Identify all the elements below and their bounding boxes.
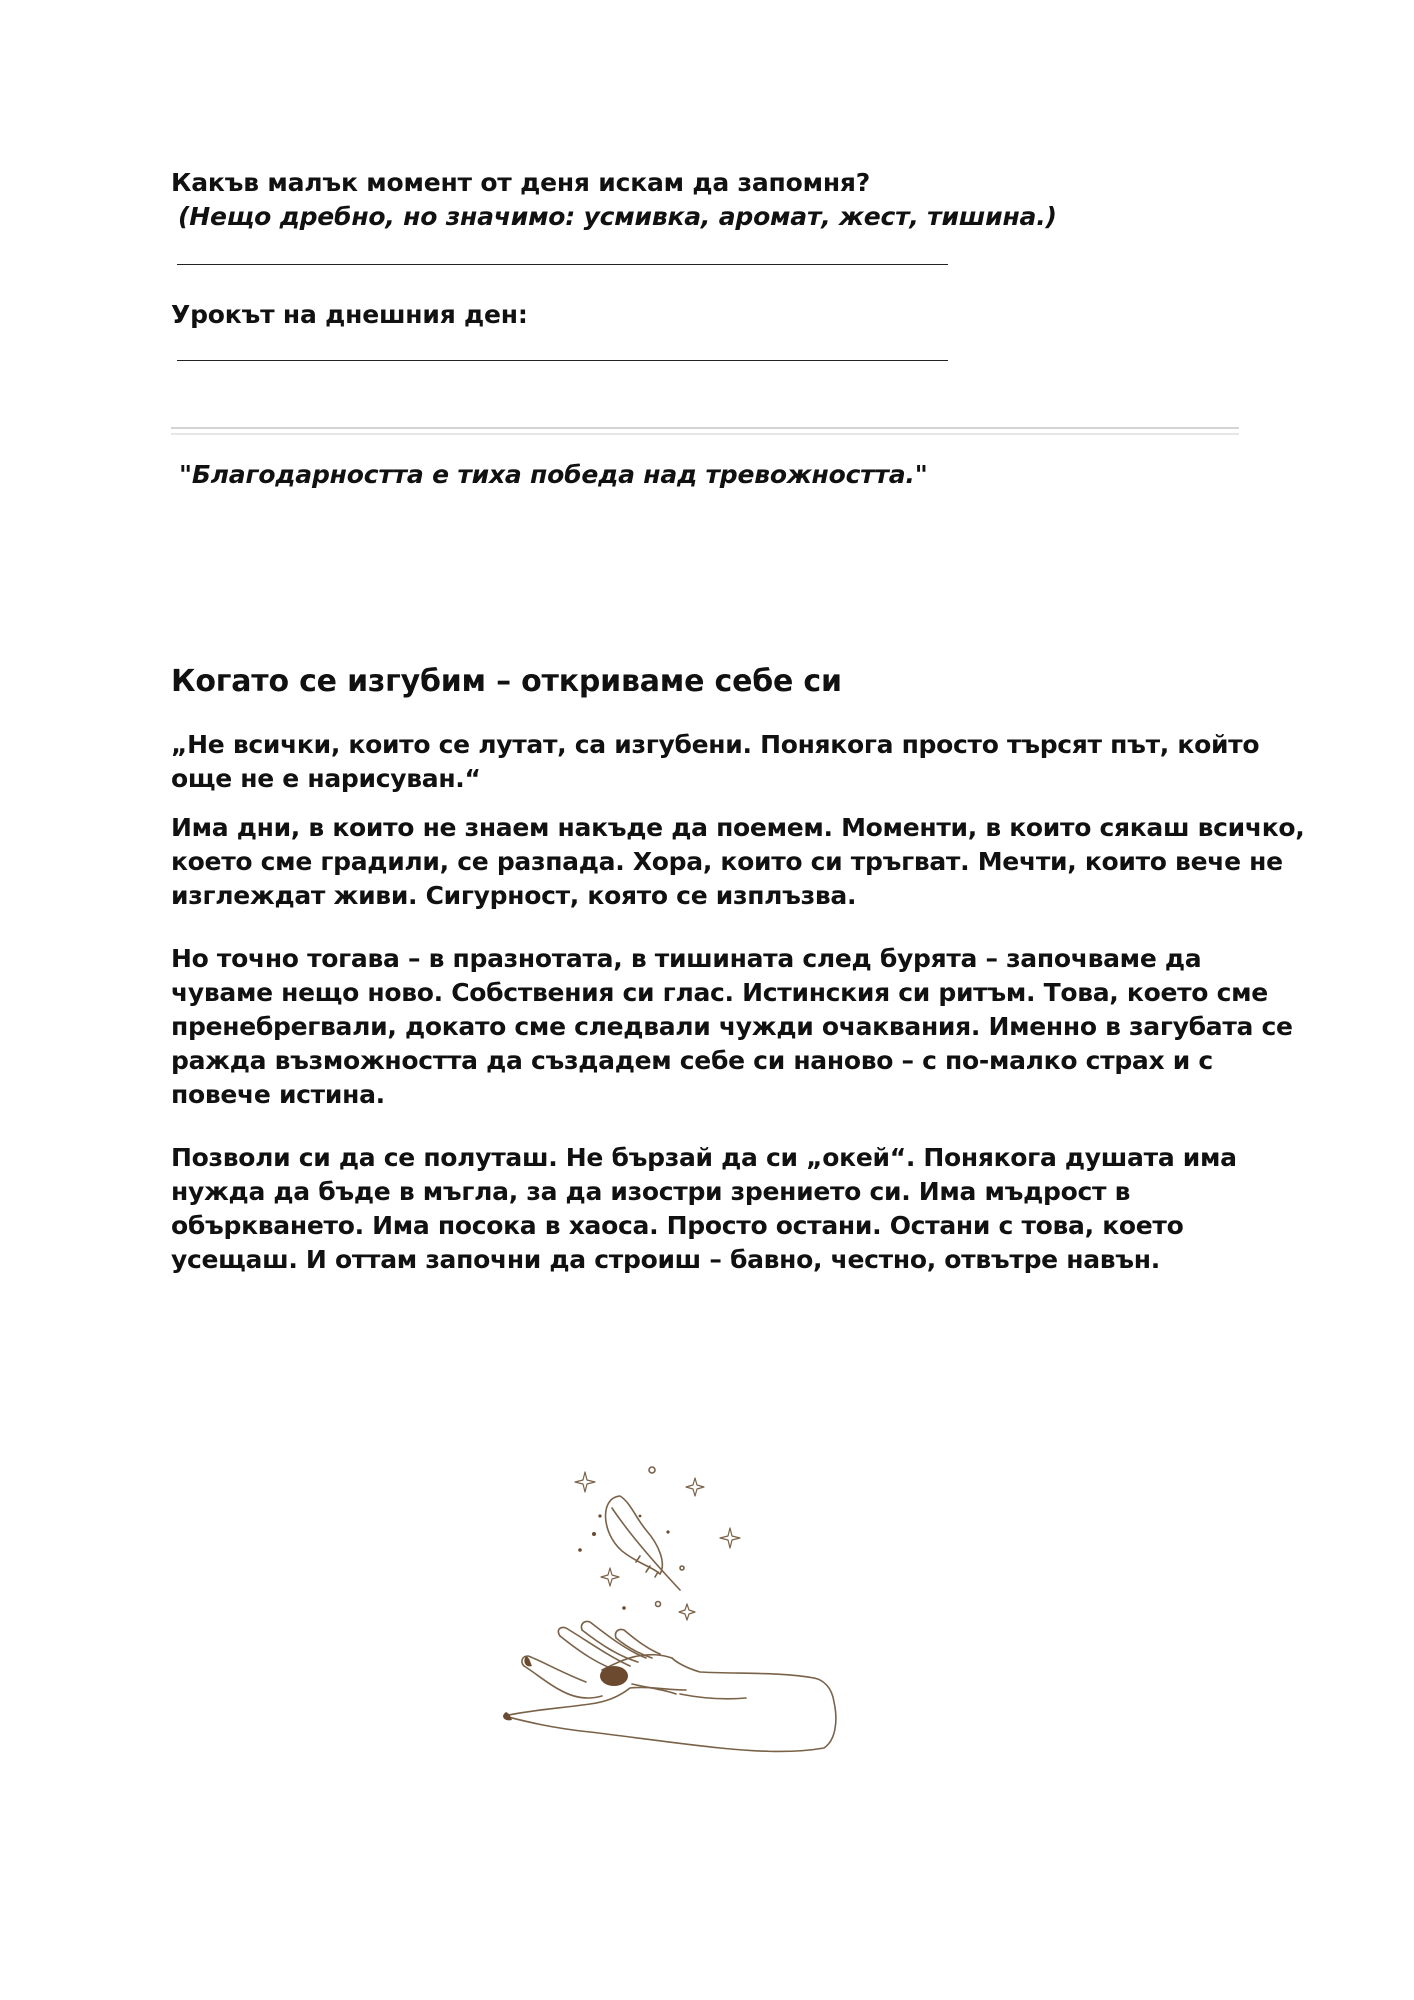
- gratitude-quote: "Благодарността е тиха победа над тревожността.": [179, 460, 928, 489]
- article-epigraph: „Не всички, които се лутат, са изгубени. Понякога просто търсят път, който още не е нарисуван.“: [171, 730, 1260, 793]
- article-heading: Когато се изгубим – откриваме себе си: [171, 664, 842, 699]
- answer-line-lesson: [177, 360, 948, 361]
- sparkles-icon: [575, 1467, 740, 1620]
- article-paragraph: Но точно тогава – в празнотата, в тишината след бурята – започваме да чуваме нещо ново. Собствения си глас. Истинския си ритъм. Това, което сме пренебрегвали, докато сме следвали чужди очаквания. Именно в загубата се ражда възможността да създадем себе си наново – с по-малко страх и с повече истина.: [171, 944, 1293, 1109]
- hand-with-feather-illustration: [490, 1458, 926, 1760]
- answer-line-moment: [177, 264, 948, 265]
- question-title: Какъв малък момент от деня искам да запомня?: [171, 168, 871, 197]
- lesson-title: Урокът на днешния ден:: [171, 300, 528, 329]
- fingertip-accent: [600, 1666, 628, 1686]
- hand-icon: [504, 1621, 836, 1751]
- article-paragraph: Позволи си да се полуташ. Не бързай да си „окей“. Понякога душата има нужда да бъде в мъгла, за да изостри зрението си. Има мъдрост в объркването. Има посока в хаоса. Просто остани. Остани с това, което усещаш. И оттам започни да строиш – бавно, честно, отвътре навън.: [171, 1143, 1237, 1274]
- section-divider: [171, 427, 1239, 435]
- question-hint: (Нещо дребно, но значимо: усмивка, аромат, жест, тишина.): [178, 202, 1057, 231]
- article-paragraph: Има дни, в които не знаем накъде да поемем. Моменти, в които сякаш всичко, което сме градили, се разпада. Хора, които си тръгват. Мечти, които вече не изглеждат живи. Сигурност, която се изплъзва.: [171, 813, 1305, 910]
